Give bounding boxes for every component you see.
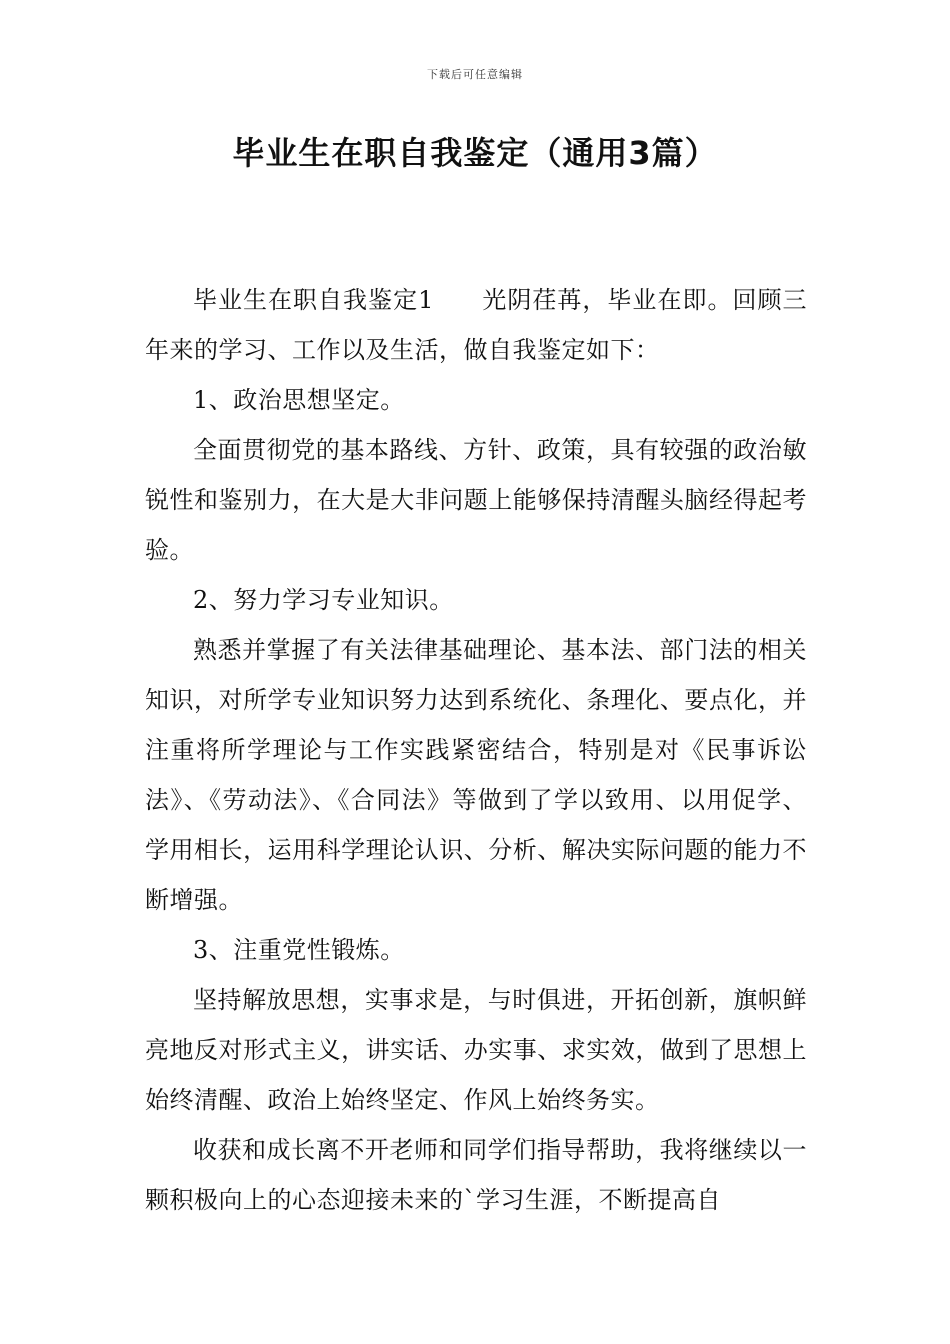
intro-text: 光阴荏苒，毕业在即。回顾三年来的学习、工作以及生活，做自我鉴定如下： <box>145 286 807 364</box>
header-note: 下载后可任意编辑 <box>427 68 523 81</box>
body-paragraph: 熟悉并掌握了有关法律基础理论、基本法、部门法的相关知识，对所学专业知识努力达到系统化、条理化、要点化，并注重将所学理论与工作实践紧密结合，特别是对《民事诉讼法》、《劳动法》、《合同法》等做到了学以致用、以用促学、学用相长，运用科学理论认识、分析、解决实际问题的能力不断增强。 <box>145 636 807 914</box>
point-heading-3: 3、注重党性锻炼。 <box>193 936 405 964</box>
section-heading: 毕业生在职自我鉴定1 <box>193 286 434 314</box>
point-heading-1: 1、政治思想坚定。 <box>193 386 405 414</box>
body-paragraph: 坚持解放思想，实事求是，与时俱进，开拓创新，旗帜鲜亮地反对形式主义，讲实话、办实事、求实效，做到了思想上始终清醒、政治上始终坚定、作风上始终务实。 <box>145 986 807 1114</box>
body-paragraph: 全面贯彻党的基本路线、方针、政策，具有较强的政治敏锐性和鉴别力，在大是大非问题上能够保持清醒头脑经得起考验。 <box>145 436 807 564</box>
document-title: 毕业生在职自我鉴定（通用3篇） <box>232 134 718 172</box>
intro-paragraph <box>145 275 807 375</box>
document-body <box>145 275 807 1225</box>
body-paragraph: 收获和成长离不开老师和同学们指导帮助，我将继续以一颗积极向上的心态迎接未来的`学习生涯，不断提高自 <box>145 1136 807 1214</box>
point-heading-2: 2、努力学习专业知识。 <box>193 586 454 614</box>
